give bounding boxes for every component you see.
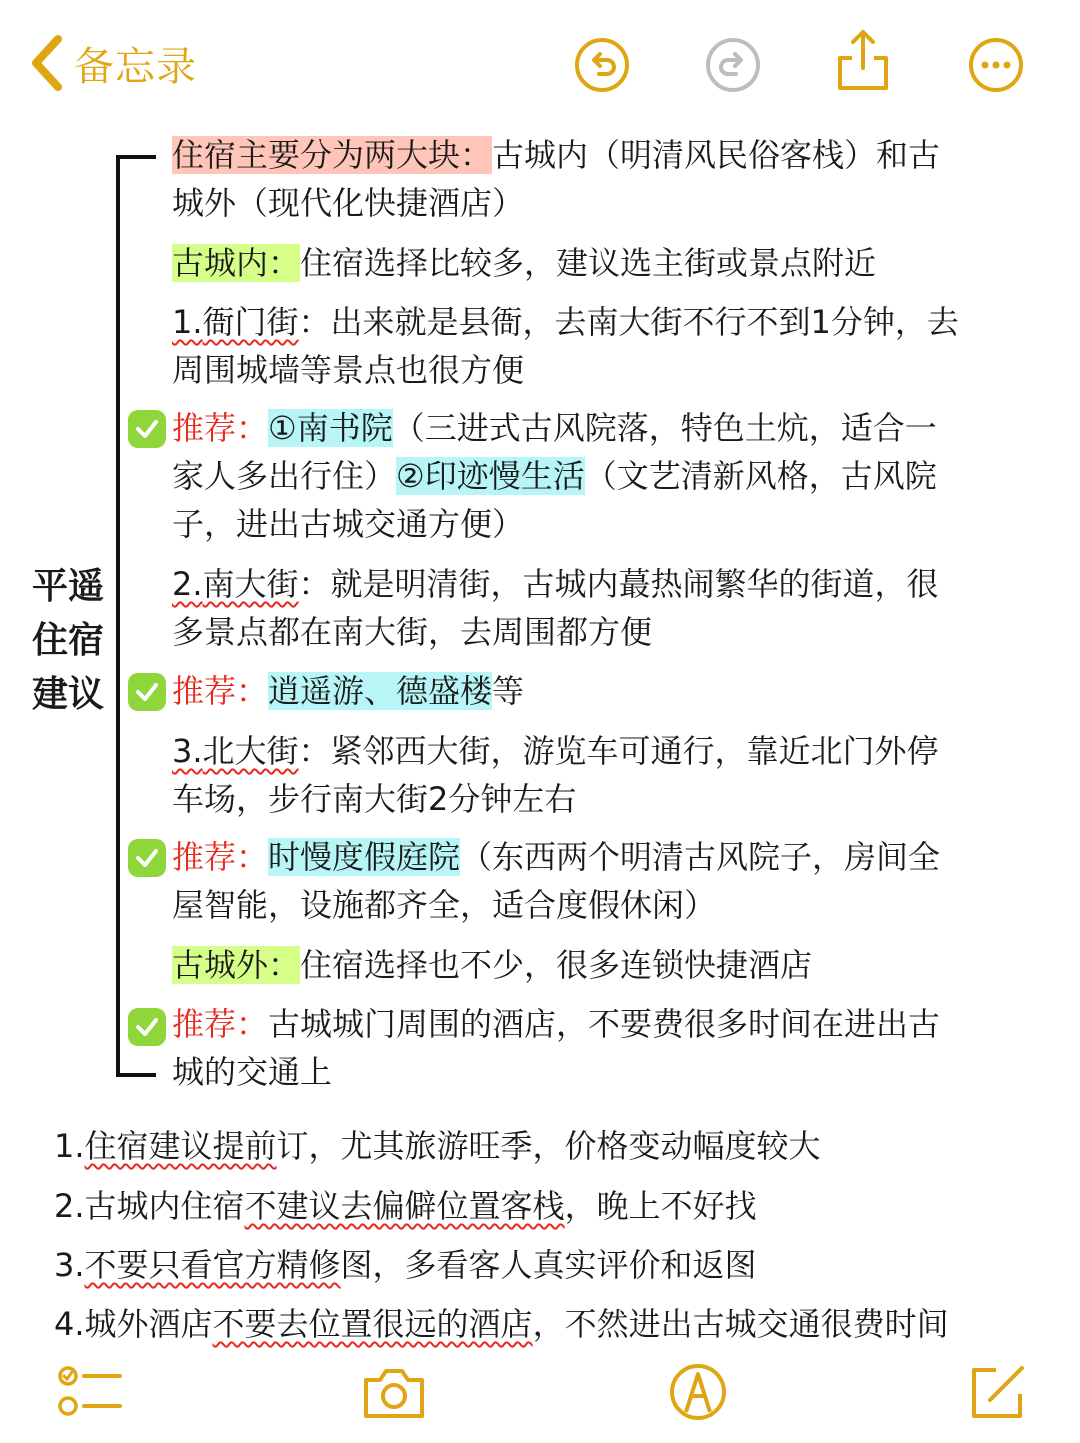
undo-icon[interactable] xyxy=(573,36,631,94)
tip-1: 1.住宿建议提前订，尤其旅游旺季，价格变动幅度较大 xyxy=(54,1127,821,1165)
recommend-4-paragraph: 推荐：古城城门周围的酒店，不要费很多时间在进出古 城的交通上 xyxy=(172,1005,941,1091)
recommend-2-paragraph: 推荐：逍遥游、德盛楼等 xyxy=(172,672,525,710)
side-title: 平遥 住宿 建议 xyxy=(31,566,104,715)
tip-4: 4.城外酒店不要去位置很远的酒店，不然进出古城交通很费时间 xyxy=(54,1305,949,1343)
compose-icon[interactable] xyxy=(966,1362,1030,1422)
outline-bracket xyxy=(116,155,156,1077)
camera-icon[interactable] xyxy=(362,1362,426,1422)
share-icon[interactable] xyxy=(834,26,892,92)
checkbox-checked-icon[interactable] xyxy=(128,1008,166,1046)
checkbox-checked-icon[interactable] xyxy=(128,673,166,711)
redo-icon[interactable] xyxy=(704,36,762,94)
intro-paragraph: 住宿主要分为两大块：古城内（明清风民俗客栈）和古 城外（现代化快捷酒店） xyxy=(172,136,941,222)
tip-2: 2.古城内住宿不建议去偏僻位置客栈，晚上不好找 xyxy=(54,1187,757,1225)
checkbox-checked-icon[interactable] xyxy=(128,839,166,877)
street-2-paragraph: 2.南大街：就是明清街，古城内蕞热闹繁华的街道，很 多景点都在南大街，去周围都方便 xyxy=(172,565,939,651)
recommend-1-paragraph: 推荐：①南书院（三进式古风院落，特色土炕，适合一 家人多出行住）②印迹慢生活（文艺清新风格，古风院 子，进出古城交通方便） xyxy=(172,409,937,543)
markup-pen-icon[interactable] xyxy=(666,1362,730,1422)
more-icon[interactable] xyxy=(967,36,1025,94)
chevron-left-icon xyxy=(28,35,64,91)
back-label: 备忘录 xyxy=(74,43,197,90)
back-button[interactable] xyxy=(28,32,197,94)
checkbox-checked-icon[interactable] xyxy=(128,410,166,448)
inside-city-line: 古城内：住宿选择比较多，建议选主街或景点附近 xyxy=(172,244,877,282)
street-3-paragraph: 3.北大街：紧邻西大街，游览车可通行，靠近北门外停 车场，步行南大街2分钟左右 xyxy=(172,732,939,818)
top-bar xyxy=(0,0,1080,130)
outside-city-line: 古城外：住宿选择也不少，很多连锁快捷酒店 xyxy=(172,946,813,984)
recommend-3-paragraph: 推荐：时慢度假庭院（东西两个明清古风院子，房间全 屋智能，设施都齐全，适合度假休闲） xyxy=(172,838,941,924)
tip-3: 3.不要只看官方精修图，多看客人真实评价和返图 xyxy=(54,1246,757,1284)
checklist-icon[interactable] xyxy=(58,1362,122,1422)
street-1-paragraph: 1.衙门街：出来就是县衙，去南大街不行不到1分钟，去 周围城墙等景点也很方便 xyxy=(172,303,959,389)
